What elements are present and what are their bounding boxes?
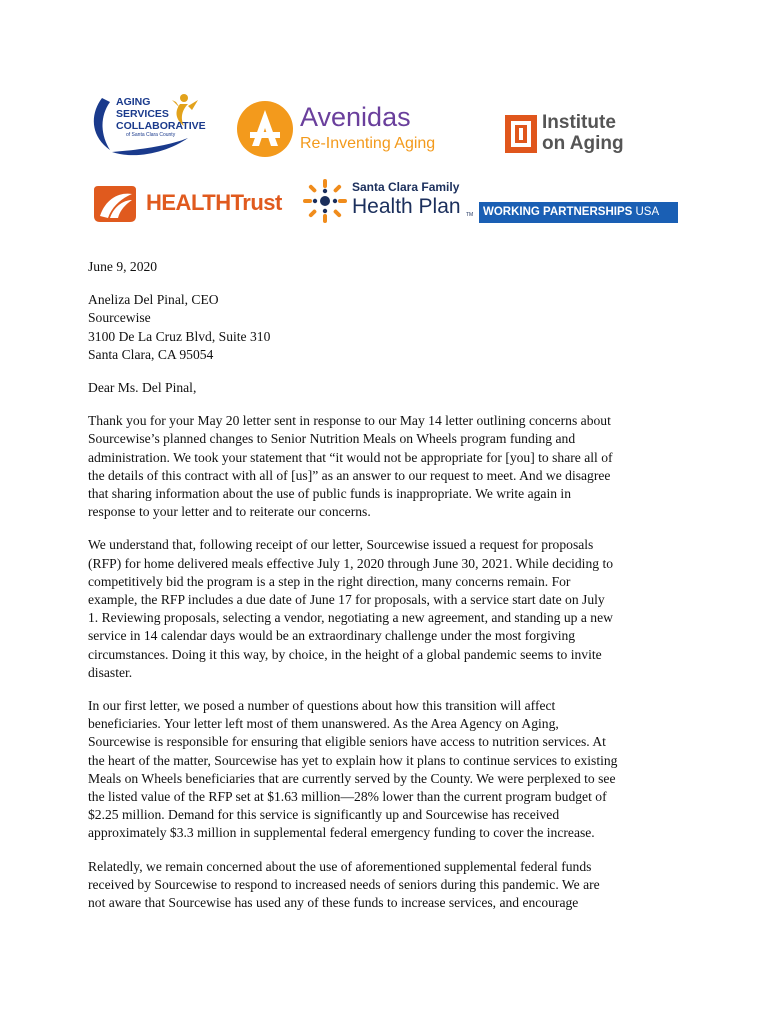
avenidas-tagline: Re-Inventing Aging	[300, 135, 436, 152]
wpusa-name: WORKING PARTNERSHIPS	[483, 206, 633, 218]
text-line: response to your letter and to reiterate our concerns.	[88, 504, 371, 520]
text-line: Meals on Wheels beneficiaries that are currently served by the County. We were perplexed to see	[88, 770, 616, 786]
text-line: 1. Reviewing proposals, selecting a vendor, negotiating a new agreement, and standing up a new	[88, 610, 613, 626]
text-line: In our first letter, we posed a number of questions about how this transition will affect	[88, 698, 556, 714]
address-line: Santa Clara, CA 95054	[88, 346, 214, 362]
text-line: example, the RFP includes a due date of June 17 for proposals, with a service start date on July	[88, 592, 605, 608]
text-line: the heart of the matter, Sourcewise has yet to explain how it plans to continue services to existing	[88, 752, 618, 768]
text-line: Thank you for your May 20 letter sent in response to our May 14 letter outlining concerns about	[88, 413, 611, 429]
scfhp-tm: TM	[466, 212, 474, 218]
institute-square-icon	[504, 114, 538, 154]
scfhp-line2: Health Plan	[352, 195, 461, 218]
text-line: administration. We took your statement that “it would not be appropriate for [you] to share all of	[88, 449, 613, 465]
text-line: disaster.	[88, 664, 133, 680]
address-line: 3100 De La Cruz Blvd, Suite 310	[88, 328, 271, 344]
working-partnerships-usa-logo	[479, 202, 678, 223]
avenidas-logo	[236, 100, 451, 160]
text-line: Sourcewise’s planned changes to Senior Nutrition Meals on Wheels program funding and	[88, 431, 576, 447]
santa-clara-family-health-plan-logo	[302, 176, 478, 228]
avenidas-name: Avenidas	[300, 102, 411, 132]
healthtrust-logo	[92, 182, 300, 226]
recipient-address	[88, 291, 688, 364]
paragraph-3	[88, 697, 688, 843]
text-line: $2.25 million. Demand for this service is significantly up and Sourcewise has received	[88, 807, 560, 823]
salutation: Dear Ms. Del Pinal,	[88, 380, 197, 396]
text-line: circumstances. Doing it this way, by choice, in the height of a global pandemic seems to invite	[88, 646, 602, 662]
institute-line1: Institute	[542, 112, 616, 133]
text-line: the details of this contract with all of [us]” as an answer to our request to meet. And we disagree	[88, 467, 611, 483]
address-line: Aneliza Del Pinal, CEO	[88, 292, 219, 308]
paragraph-4	[88, 858, 688, 913]
aging-line4: of Santa Clara County	[126, 132, 176, 138]
text-line: We understand that, following receipt of our letter, Sourcewise issued a request for proposals	[88, 537, 594, 553]
institute-line2: on Aging	[542, 133, 624, 154]
avenidas-a-icon	[236, 100, 294, 158]
text-line: not aware that Sourcewise has used any of these funds to increase services, and encourage	[88, 895, 579, 911]
text-line: approximately $3.3 million in supplemental federal emergency funding to cover the increase.	[88, 825, 595, 841]
aging-line2: SERVICES	[116, 108, 169, 120]
letter-body	[88, 258, 688, 927]
address-line: Sourcewise	[88, 310, 151, 326]
paragraph-1	[88, 412, 688, 521]
text-line: competitively bid the program is a step in the right direction, many concerns remain. For	[88, 573, 571, 589]
text-line: that sharing information about the use of public funds is inappropriate. We write again in	[88, 486, 572, 502]
text-line: Relatedly, we remain concerned about the use of aforementioned supplemental federal funds	[88, 858, 592, 874]
text-line: (RFP) for home delivered meals effective July 1, 2020 through June 30, 2021. While deciding to	[88, 555, 614, 571]
text-line: beneficiaries. Your letter left most of them unanswered. As the Area Agency on Aging,	[88, 716, 559, 732]
wpusa-suffix: USA	[635, 206, 660, 218]
healthtrust-name: HEALTHTrust	[146, 190, 282, 215]
text-line: Sourcewise is responsible for ensuring that eligible seniors have access to nutrition services. At	[88, 734, 606, 750]
aging-services-collaborative-logo	[88, 90, 204, 158]
aging-line1: AGING	[116, 96, 151, 108]
text-line: received by Sourcewise to respond to increased needs of seniors during this pandemic. We are	[88, 876, 600, 892]
institute-on-aging-logo	[504, 112, 634, 156]
scfhp-line1: Santa Clara Family	[352, 180, 460, 194]
text-line: the listed value of the RFP set at $1.63 million—28% lower than the current program budget of	[88, 789, 607, 805]
text-line: service in 14 calendar days would be an extraordinary challenge under the most forgiving	[88, 628, 576, 644]
paragraph-2	[88, 536, 688, 682]
scfhp-sun-icon	[302, 178, 348, 224]
healthtrust-emblem-icon	[92, 182, 138, 224]
letter-date: June 9, 2020	[88, 259, 158, 274]
aging-line3: COLLABORATIVE	[116, 120, 206, 132]
